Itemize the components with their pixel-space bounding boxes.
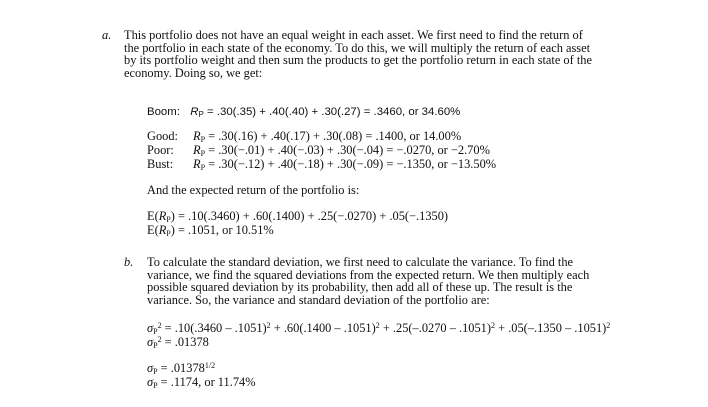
part-b-label: b. <box>124 255 134 269</box>
variance-line-1 <box>147 322 610 335</box>
var1-exp-d: 2 <box>606 321 611 330</box>
good-sub: P <box>200 135 206 144</box>
var1-exp-b: 2 <box>375 321 380 330</box>
std-dev-line-2 <box>147 376 256 389</box>
var1-term-b: + .60(.1400 – .1051) <box>270 321 376 335</box>
er2-sub: P <box>166 229 171 238</box>
poor-R: R <box>193 143 201 157</box>
std-dev-line-1 <box>147 362 215 375</box>
bust-sub: P <box>200 163 206 172</box>
poor-rhs: = .30(−.01) + .40(−.03) + .30(−.04) = −.0270, or −2.70% <box>205 143 490 157</box>
var2-sigma: σ <box>147 335 154 349</box>
er1-pre: E( <box>147 209 159 223</box>
bust-rhs: = .30(−.12) + .40(−.18) + .30(−.09) = −.1350, or −13.50% <box>205 157 497 171</box>
boom-sub: P <box>198 110 204 119</box>
var2-sub: P <box>153 341 158 350</box>
bust-state: Bust: <box>147 157 174 171</box>
var1-sup: 2 <box>157 321 162 330</box>
sd1-sigma: σ <box>147 361 154 375</box>
er2-post: ) = .1051, or 10.51% <box>170 223 274 237</box>
var1-exp-c: 2 <box>491 321 496 330</box>
er2-R: R <box>158 223 167 237</box>
boom-rhs: = .30(.35) + .40(.40) + .30(.27) = .3460, or 34.60% <box>203 106 461 118</box>
bust-R: R <box>193 157 201 171</box>
var2-rhs: = .01378 <box>161 335 209 349</box>
bust-equation <box>147 158 496 171</box>
var1-term-a: = .10(.3460 – .1051) <box>161 321 267 335</box>
sd2-sub: P <box>153 381 158 390</box>
poor-state: Poor: <box>147 143 174 157</box>
er1-sub: P <box>166 215 171 224</box>
part-b-intro: To calculate the standard deviation, we first need to calculate the variance. To find the variance, we find the squared deviations from the expected return. We then multiply each possible squared deviation by its probability, then add all of these up. The result is the variance. So, the variance and standard deviation of the portfolio are: <box>147 255 590 307</box>
sd2-sigma: σ <box>147 375 154 389</box>
poor-sub: P <box>200 149 206 158</box>
good-rhs: = .30(.16) + .40(.17) + .30(.08) = .1400, or 14.00% <box>205 129 462 143</box>
good-R: R <box>193 129 201 143</box>
sd1-rhs: = .01378 <box>157 361 205 375</box>
sd2-rhs: = .1174, or 11.74% <box>157 375 256 389</box>
var1-term-d: + .05(–.1350 – .1051) <box>495 321 607 335</box>
expected-return-line-1 <box>147 210 448 223</box>
sd1-sup: 1/2 <box>204 361 216 370</box>
part-a-label: a. <box>102 28 112 42</box>
er1-R: R <box>158 209 167 223</box>
boom-R: R <box>190 106 199 118</box>
good-state: Good: <box>147 129 178 143</box>
var1-exp-a: 2 <box>266 321 271 330</box>
boom-state: Boom: <box>147 106 180 118</box>
expected-return-line-2 <box>147 224 274 237</box>
var2-sup: 2 <box>157 335 162 344</box>
er2-pre: E( <box>147 223 159 237</box>
er1-post: ) = .10(.3460) + .60(.1400) + .25(−.0270) + .05(−.1350) <box>170 209 449 223</box>
expected-return-intro: And the expected return of the portfolio is: <box>147 183 360 197</box>
good-equation <box>147 130 461 143</box>
poor-equation <box>147 144 490 157</box>
var1-sigma: σ <box>147 321 154 335</box>
variance-line-2 <box>147 336 209 349</box>
part-a-intro: This portfolio does not have an equal weight in each asset. We first need to find the return of the portfolio in each state of the economy. To do this, we will multiply the return of each asset by its portfolio weight and then sum the products to get the portfolio return in each state of the economy. Doing so, we get: <box>124 28 592 80</box>
var1-sub: P <box>153 327 158 336</box>
sd1-sub: P <box>153 367 158 376</box>
boom-equation <box>147 106 460 118</box>
var1-term-c: + .25(–.0270 – .1051) <box>379 321 492 335</box>
